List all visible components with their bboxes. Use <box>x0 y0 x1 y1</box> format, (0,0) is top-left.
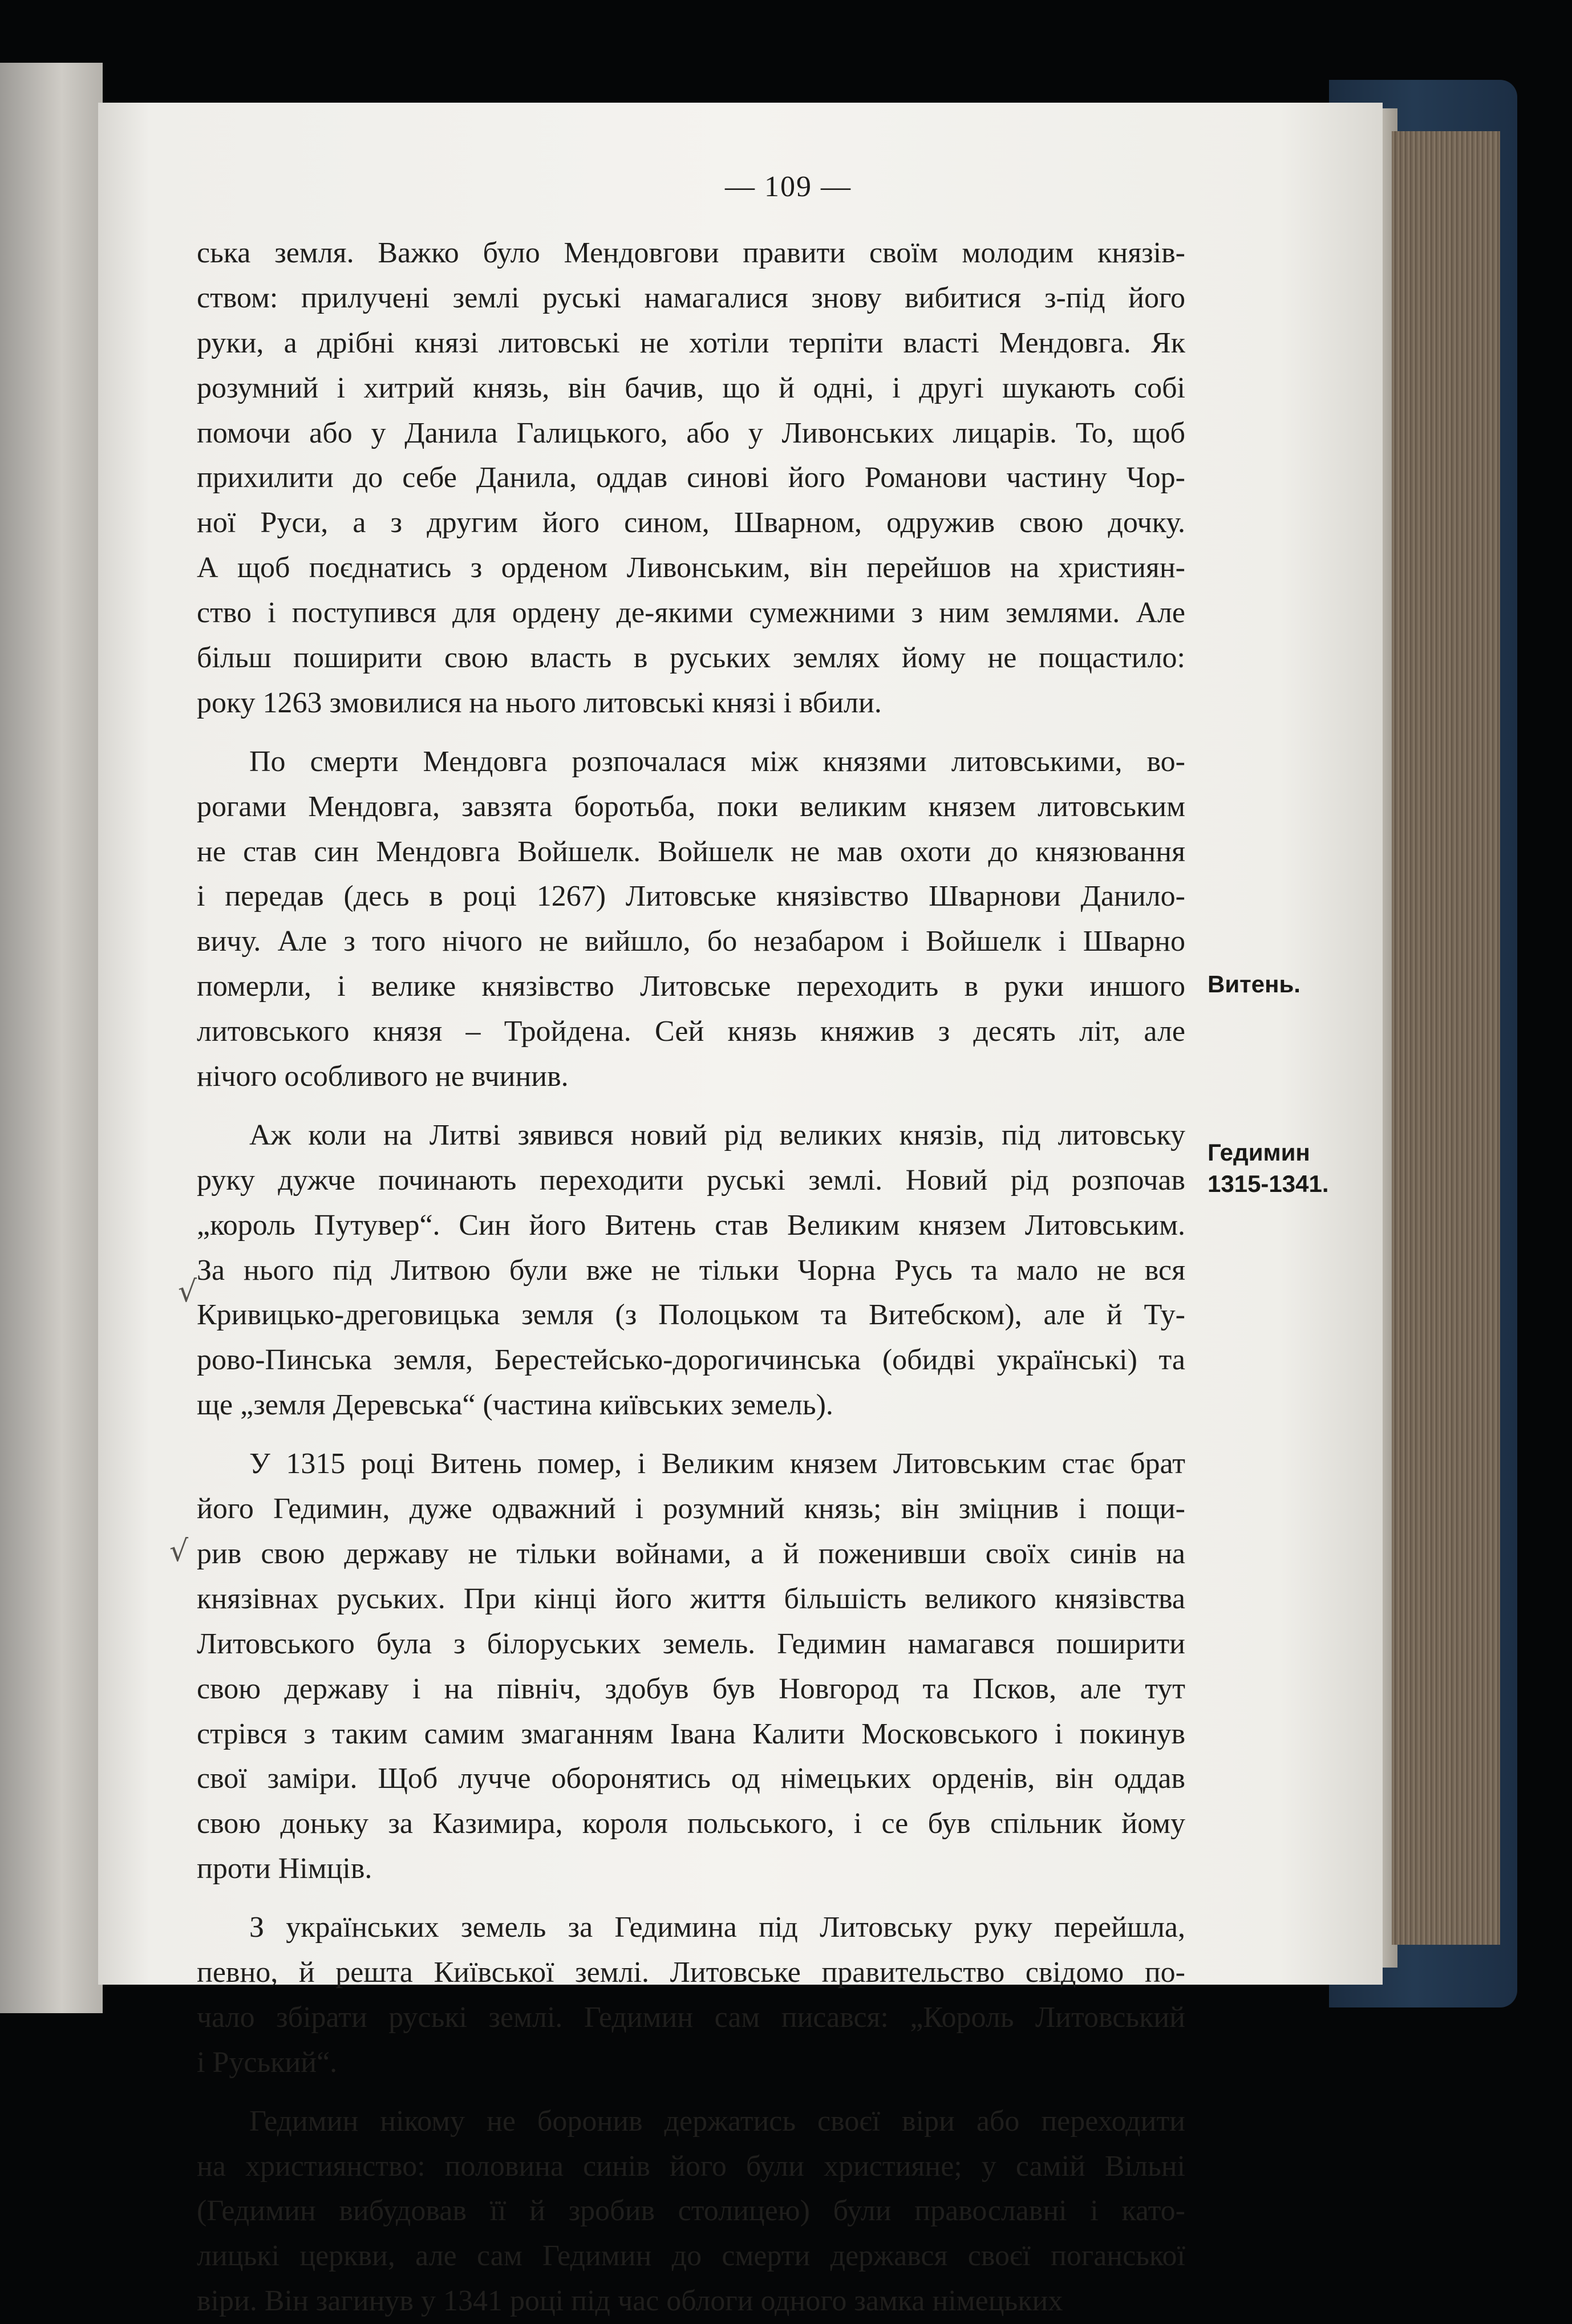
text-line: руку дужче починають переходити руські землі. Новий рід розпочав <box>197 1163 1185 1197</box>
text-line: прихилити до себе Данила, оддав синові його Романови частину Чор- <box>197 461 1185 494</box>
margin-note-viten: Витень. <box>1208 971 1300 997</box>
book-page <box>98 103 1383 2318</box>
text-line: ством: прилучені землі руські намагалися знову вибитися з-під його <box>197 281 1185 314</box>
text-line: рово-Пинська земля, Берестейсько-дорогичинська (обидві українські) та <box>197 1344 1185 1377</box>
paragraph-gap <box>197 2086 1185 2099</box>
text-line: Аж коли на Литві зявився новий рід великих князів, під литовську <box>249 1118 1185 1151</box>
text-line: стрівся з таким самим змаганням Івана Калити Московського і покинув <box>197 1717 1185 1750</box>
paragraph <box>197 1905 1185 2086</box>
margin-note-gedimin-years: 1315-1341. <box>1208 1170 1329 1197</box>
text-line: рив свою державу не тільки войнами, а й поженивши своїх синів на <box>197 1537 1185 1570</box>
text-line: на християнство: половина синів його були християне; у самій Вільні <box>197 2149 1185 2183</box>
text-line: свої заміри. Щоб лучче оборонятись од німецьких орденів, він оддав <box>197 1762 1185 1795</box>
text-line: За нього під Литвою були вже не тільки Чорна Русь та мало не вся <box>197 1254 1185 1287</box>
pencil-check-mark: √ <box>178 1275 197 1309</box>
text-line: (Гедимин вибудовав її й зробив столицею) були православні і като- <box>197 2195 1185 2228</box>
paragraph <box>197 2099 1185 2324</box>
text-line: його Гедимин, дуже одважний і розумний князь; він зміцнив і пощи- <box>197 1492 1185 1526</box>
page-number: — 109 — <box>725 171 852 203</box>
text-line: і Руський“. <box>197 2046 338 2079</box>
text-line: „король Путувер“. Син його Витень став Великим князем Литовським. <box>197 1208 1185 1242</box>
text-line: розумний і хитрий князь, він бачив, що й одні, і другі шукають собі <box>197 371 1185 404</box>
paragraph-gap <box>197 1428 1185 1442</box>
paragraph <box>197 1442 1185 1892</box>
paragraph-gap <box>197 1100 1185 1113</box>
page-body-text <box>197 231 1185 2324</box>
text-line: більш поширити свою власть в руських землях йому не пощастило: <box>197 642 1185 675</box>
text-line: проти Німців. <box>197 1852 372 1885</box>
paragraph-gap <box>197 1892 1185 1905</box>
text-line: і передав (десь в році 1267) Литовське князівство Шварнови Данило- <box>197 880 1185 913</box>
text-line: лицькі церкви, але сам Гедимин до смерти держався своєї поганської <box>197 2240 1185 2273</box>
text-line: З українських земель за Гедимина під Литовську руку перейшла, <box>249 1911 1185 1944</box>
paragraph <box>197 231 1185 726</box>
text-line: свою доньку за Казимира, короля польського, і се був спільник йому <box>197 1807 1185 1840</box>
text-line: Гедимин нікому не боронив держатись своєї віри або переходити <box>249 2104 1185 2138</box>
text-line: віри. Він загинув у 1341 році під час облоги одного замка німецьких <box>197 2285 1063 2318</box>
text-line: ної Руси, а з другим його сином, Шварном, одружив свою дочку. <box>197 506 1185 540</box>
text-line: руки, а дрібні князі литовські не хотіли терпіти власті Мендовга. Як <box>197 326 1185 359</box>
text-line: певно, й решта Київської землі. Литовське правительство свідомо по- <box>197 1956 1185 1989</box>
page-block-edges <box>1392 131 1500 1945</box>
text-line: ство і поступився для ордену де-якими сумежними з ним землями. Але <box>197 597 1185 630</box>
text-line: По смерти Мендовга розпочалася між князями литовськими, во- <box>249 745 1185 778</box>
text-line: князівнах руських. При кінці його життя більшість великого князівства <box>197 1582 1185 1615</box>
text-line: свою державу і на північ, здобув був Новгород та Псков, але тут <box>197 1672 1185 1705</box>
text-line: помочи або у Данила Галицького, або у Ливонських лицарів. То, щоб <box>197 416 1185 449</box>
text-line: нічого особливого не вчинив. <box>197 1060 569 1093</box>
text-line: Литовського була з білоруських земель. Гедимин намагався поширити <box>197 1627 1185 1660</box>
text-line: померли, і велике князівство Литовське переходить в руки иншого <box>197 970 1185 1003</box>
text-line: Кривицько-дреговицька земля (з Полоцьком та Витебском), але й Ту- <box>197 1299 1185 1332</box>
text-line: року 1263 змовилися на нього литовські князі і вбили. <box>197 686 882 719</box>
text-line: вичу. Але з того нічого не вийшло, бо незабаром і Войшелк і Шварно <box>197 925 1185 958</box>
paragraph-gap <box>197 726 1185 740</box>
text-line: не став син Мендовга Войшелк. Войшелк не мав охоти до князювання <box>197 835 1185 868</box>
paragraph <box>197 1113 1185 1428</box>
margin-note-gedimin: Гедимин <box>1208 1139 1310 1166</box>
pencil-check-mark: √ <box>169 1534 189 1568</box>
paragraph <box>197 740 1185 1100</box>
text-line: У 1315 році Витень помер, і Великим князем Литовським стає брат <box>249 1447 1185 1481</box>
text-line: ська земля. Важко було Мендовгови правити своїм молодим князів- <box>197 237 1185 269</box>
previous-page-edge <box>0 63 103 2013</box>
text-line: чало збірати руські землі. Гедимин сам писався: „Король Литовський <box>197 2001 1185 2034</box>
text-line: ще „земля Деревська“ (частина київських земель). <box>197 1389 833 1422</box>
text-line: А щоб поєднатись з орденом Ливонським, він перейшов на християн- <box>197 551 1185 585</box>
text-line: рогами Мендовга, завзята боротьба, поки великим князем литовським <box>197 790 1185 823</box>
text-line: литовського князя – Тройдена. Сей князь княжив з десять літ, але <box>197 1015 1185 1048</box>
